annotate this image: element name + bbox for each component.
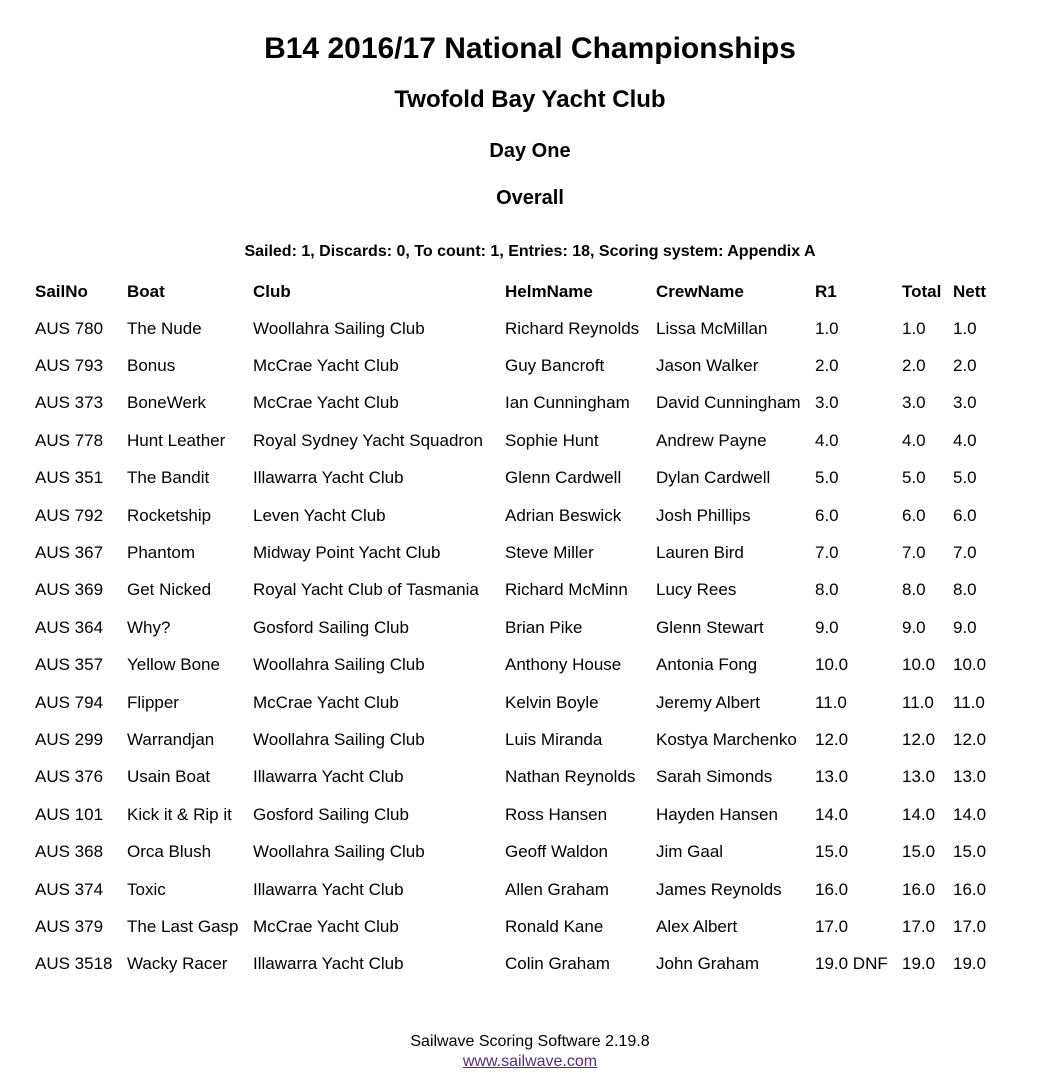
cell-crewname: Josh Phillips bbox=[656, 505, 751, 525]
cell-total: 6.0 bbox=[902, 505, 926, 525]
cell-helmname: Ian Cunningham bbox=[505, 393, 630, 413]
cell-boat: Hunt Leather bbox=[127, 430, 226, 450]
cell-nett: 1.0 bbox=[953, 318, 977, 338]
cell-helmname: Colin Graham bbox=[505, 954, 610, 974]
cell-r1: 12.0 bbox=[815, 729, 849, 749]
cell-helmname: Ross Hansen bbox=[505, 804, 608, 824]
cell-boat: BoneWerk bbox=[127, 393, 207, 413]
table-row bbox=[29, 609, 991, 646]
cell-crewname: Jim Gaal bbox=[656, 842, 724, 862]
software-credit: Sailwave Scoring Software 2.19.8 bbox=[410, 1033, 650, 1050]
footer bbox=[0, 1032, 1060, 1072]
cell-total: 13.0 bbox=[902, 767, 936, 787]
cell-helmname: Richard Reynolds bbox=[505, 318, 640, 338]
cell-club: Illawarra Yacht Club bbox=[253, 468, 404, 488]
cell-crewname: David Cunningham bbox=[656, 393, 801, 413]
table-row bbox=[29, 833, 991, 870]
cell-club: Midway Point Yacht Club bbox=[253, 543, 441, 563]
cell-club: Gosford Sailing Club bbox=[253, 804, 409, 824]
cell-nett: 3.0 bbox=[953, 393, 977, 413]
table-row bbox=[29, 460, 991, 497]
cell-boat: Get Nicked bbox=[127, 580, 212, 600]
cell-nett: 14.0 bbox=[953, 804, 987, 824]
cell-r1: 7.0 bbox=[815, 543, 839, 563]
cell-crewname: Glenn Stewart bbox=[656, 617, 764, 637]
cell-total: 14.0 bbox=[902, 804, 936, 824]
cell-club: Illawarra Yacht Club bbox=[253, 879, 404, 899]
cell-boat: Yellow Bone bbox=[127, 655, 220, 675]
cell-helmname: Anthony House bbox=[505, 655, 622, 675]
cell-helmname: Glenn Cardwell bbox=[505, 468, 622, 488]
cell-helmname: Steve Miller bbox=[505, 543, 594, 563]
table-row bbox=[29, 796, 991, 833]
cell-nett: 8.0 bbox=[953, 580, 977, 600]
cell-club: Illawarra Yacht Club bbox=[253, 954, 404, 974]
cell-club: McCrae Yacht Club bbox=[253, 692, 399, 712]
cell-club: McCrae Yacht Club bbox=[253, 916, 399, 936]
cell-total: 9.0 bbox=[902, 617, 926, 637]
cell-boat: The Nude bbox=[127, 318, 202, 338]
cell-boat: The Last Gasp bbox=[127, 916, 239, 936]
cell-total: 11.0 bbox=[902, 692, 934, 712]
cell-nett: 17.0 bbox=[953, 916, 987, 936]
column-header-total: Total bbox=[902, 282, 942, 301]
cell-total: 16.0 bbox=[902, 879, 936, 899]
cell-club: McCrae Yacht Club bbox=[253, 393, 399, 413]
cell-total: 7.0 bbox=[902, 543, 926, 563]
cell-nett: 19.0 bbox=[953, 954, 987, 974]
cell-crewname: Alex Albert bbox=[656, 916, 738, 936]
cell-club: Royal Yacht Club of Tasmania bbox=[253, 580, 479, 600]
cell-boat: Flipper bbox=[127, 692, 179, 712]
cell-sailno: AUS 364 bbox=[35, 617, 104, 637]
cell-sailno: AUS 367 bbox=[35, 543, 104, 563]
cell-crewname: Sarah Simonds bbox=[656, 767, 773, 787]
cell-boat: Orca Blush bbox=[127, 842, 212, 862]
results-table bbox=[29, 274, 991, 983]
cell-total: 8.0 bbox=[902, 580, 926, 600]
cell-total: 12.0 bbox=[902, 729, 936, 749]
cell-helmname: Allen Graham bbox=[505, 879, 609, 899]
column-header-r1: R1 bbox=[815, 282, 837, 301]
table-row bbox=[29, 946, 991, 983]
cell-helmname: Sophie Hunt bbox=[505, 430, 599, 450]
cell-boat: Rocketship bbox=[127, 505, 212, 525]
cell-crewname: Hayden Hansen bbox=[656, 804, 778, 824]
table-row bbox=[29, 721, 991, 758]
table-row bbox=[29, 385, 991, 422]
column-header-helmname: HelmName bbox=[505, 282, 593, 301]
cell-boat: Wacky Racer bbox=[127, 954, 228, 974]
cell-club: Illawarra Yacht Club bbox=[253, 767, 404, 787]
sailwave-link[interactable]: www.sailwave.com bbox=[462, 1053, 598, 1070]
cell-boat: Toxic bbox=[127, 879, 166, 899]
cell-club: Woollahra Sailing Club bbox=[253, 842, 425, 862]
cell-nett: 13.0 bbox=[953, 767, 987, 787]
table-row bbox=[29, 684, 991, 721]
cell-sailno: AUS 351 bbox=[35, 468, 104, 488]
cell-crewname: Lissa McMillan bbox=[656, 318, 768, 338]
cell-nett: 16.0 bbox=[953, 879, 987, 899]
cell-sailno: AUS 376 bbox=[35, 767, 104, 787]
column-header-nett: Nett bbox=[953, 282, 987, 301]
cell-sailno: AUS 780 bbox=[35, 318, 104, 338]
column-header-boat: Boat bbox=[127, 282, 165, 301]
cell-r1: 16.0 bbox=[815, 879, 849, 899]
cell-r1: 1.0 bbox=[815, 318, 839, 338]
cell-r1: 17.0 bbox=[815, 916, 849, 936]
cell-boat: Usain Boat bbox=[127, 767, 211, 787]
cell-nett: 7.0 bbox=[953, 543, 977, 563]
cell-r1: 9.0 bbox=[815, 617, 839, 637]
cell-r1: 10.0 bbox=[815, 655, 849, 675]
day-title: Day One bbox=[489, 140, 571, 162]
cell-total: 17.0 bbox=[902, 916, 936, 936]
cell-crewname: Jason Walker bbox=[656, 356, 759, 376]
cell-helmname: Richard McMinn bbox=[505, 580, 628, 600]
cell-total: 19.0 bbox=[902, 954, 936, 974]
cell-nett: 5.0 bbox=[953, 468, 977, 488]
cell-helmname: Kelvin Boyle bbox=[505, 692, 599, 712]
cell-sailno: AUS 794 bbox=[35, 692, 104, 712]
cell-helmname: Geoff Waldon bbox=[505, 842, 609, 862]
table-row bbox=[29, 310, 991, 347]
cell-r1: 19.0 DNF bbox=[815, 954, 888, 974]
table-row bbox=[29, 572, 991, 609]
cell-helmname: Ronald Kane bbox=[505, 916, 604, 936]
cell-sailno: AUS 369 bbox=[35, 580, 104, 600]
cell-sailno: AUS 3518 bbox=[35, 954, 113, 974]
cell-sailno: AUS 792 bbox=[35, 505, 104, 525]
cell-boat: Phantom bbox=[127, 543, 196, 563]
column-header-club: Club bbox=[253, 282, 291, 301]
cell-nett: 12.0 bbox=[953, 729, 987, 749]
cell-total: 1.0 bbox=[902, 318, 926, 338]
section-title: Overall bbox=[496, 187, 564, 209]
table-row bbox=[29, 422, 991, 459]
page-title: B14 2016/17 National Championships bbox=[264, 32, 796, 65]
cell-club: Royal Sydney Yacht Squadron bbox=[253, 430, 483, 450]
cell-nett: 9.0 bbox=[953, 617, 977, 637]
cell-helmname: Adrian Beswick bbox=[505, 505, 622, 525]
cell-sailno: AUS 793 bbox=[35, 356, 104, 376]
cell-crewname: Lucy Rees bbox=[656, 580, 737, 600]
cell-helmname: Luis Miranda bbox=[505, 729, 603, 749]
cell-total: 15.0 bbox=[902, 842, 936, 862]
cell-boat: Why? bbox=[127, 617, 171, 637]
cell-sailno: AUS 778 bbox=[35, 430, 104, 450]
table-row bbox=[29, 347, 991, 384]
cell-r1: 6.0 bbox=[815, 505, 839, 525]
cell-nett: 11.0 bbox=[953, 692, 985, 712]
cell-nett: 10.0 bbox=[953, 655, 987, 675]
scoring-summary: Sailed: 1, Discards: 0, To count: 1, Entries: 18, Scoring system: Appendix A bbox=[244, 243, 816, 260]
cell-crewname: Andrew Payne bbox=[656, 430, 767, 450]
cell-helmname: Guy Bancroft bbox=[505, 356, 605, 376]
cell-club: Woollahra Sailing Club bbox=[253, 655, 425, 675]
cell-nett: 15.0 bbox=[953, 842, 987, 862]
cell-crewname: James Reynolds bbox=[656, 879, 782, 899]
cell-r1: 5.0 bbox=[815, 468, 839, 488]
cell-r1: 11.0 bbox=[815, 692, 847, 712]
cell-sailno: AUS 373 bbox=[35, 393, 104, 413]
table-header-row bbox=[29, 274, 991, 310]
column-header-crewname: CrewName bbox=[656, 282, 744, 301]
cell-total: 10.0 bbox=[902, 655, 936, 675]
cell-helmname: Brian Pike bbox=[505, 617, 583, 637]
table-row bbox=[29, 647, 991, 684]
cell-boat: Bonus bbox=[127, 356, 176, 376]
cell-sailno: AUS 101 bbox=[35, 804, 104, 824]
table-row bbox=[29, 497, 991, 534]
cell-club: Gosford Sailing Club bbox=[253, 617, 409, 637]
cell-sailno: AUS 368 bbox=[35, 842, 104, 862]
cell-total: 5.0 bbox=[902, 468, 926, 488]
column-header-sailno: SailNo bbox=[35, 282, 88, 301]
cell-r1: 14.0 bbox=[815, 804, 849, 824]
cell-r1: 4.0 bbox=[815, 430, 839, 450]
table-row bbox=[29, 534, 991, 571]
cell-total: 2.0 bbox=[902, 356, 926, 376]
table-row bbox=[29, 871, 991, 908]
table-row bbox=[29, 908, 991, 945]
venue-title: Twofold Bay Yacht Club bbox=[394, 86, 666, 113]
cell-boat: Warrandjan bbox=[127, 729, 215, 749]
cell-r1: 15.0 bbox=[815, 842, 849, 862]
cell-club: Woollahra Sailing Club bbox=[253, 318, 425, 338]
cell-boat: Kick it & Rip it bbox=[127, 804, 232, 824]
cell-club: Leven Yacht Club bbox=[253, 505, 386, 525]
cell-crewname: Antonia Fong bbox=[656, 655, 758, 675]
cell-helmname: Nathan Reynolds bbox=[505, 767, 636, 787]
cell-total: 4.0 bbox=[902, 430, 926, 450]
cell-crewname: Dylan Cardwell bbox=[656, 468, 771, 488]
cell-total: 3.0 bbox=[902, 393, 926, 413]
cell-r1: 2.0 bbox=[815, 356, 839, 376]
cell-club: McCrae Yacht Club bbox=[253, 356, 399, 376]
cell-r1: 3.0 bbox=[815, 393, 839, 413]
cell-boat: The Bandit bbox=[127, 468, 210, 488]
cell-r1: 13.0 bbox=[815, 767, 849, 787]
cell-sailno: AUS 299 bbox=[35, 729, 104, 749]
cell-crewname: Jeremy Albert bbox=[656, 692, 760, 712]
cell-sailno: AUS 374 bbox=[35, 879, 104, 899]
cell-sailno: AUS 379 bbox=[35, 916, 104, 936]
cell-crewname: Kostya Marchenko bbox=[656, 729, 797, 749]
cell-club: Woollahra Sailing Club bbox=[253, 729, 425, 749]
cell-sailno: AUS 357 bbox=[35, 655, 104, 675]
cell-nett: 6.0 bbox=[953, 505, 977, 525]
cell-nett: 2.0 bbox=[953, 356, 977, 376]
cell-crewname: Lauren Bird bbox=[656, 543, 744, 563]
table-row bbox=[29, 759, 991, 796]
cell-r1: 8.0 bbox=[815, 580, 839, 600]
cell-nett: 4.0 bbox=[953, 430, 977, 450]
cell-crewname: John Graham bbox=[656, 954, 759, 974]
results-body bbox=[29, 310, 991, 983]
